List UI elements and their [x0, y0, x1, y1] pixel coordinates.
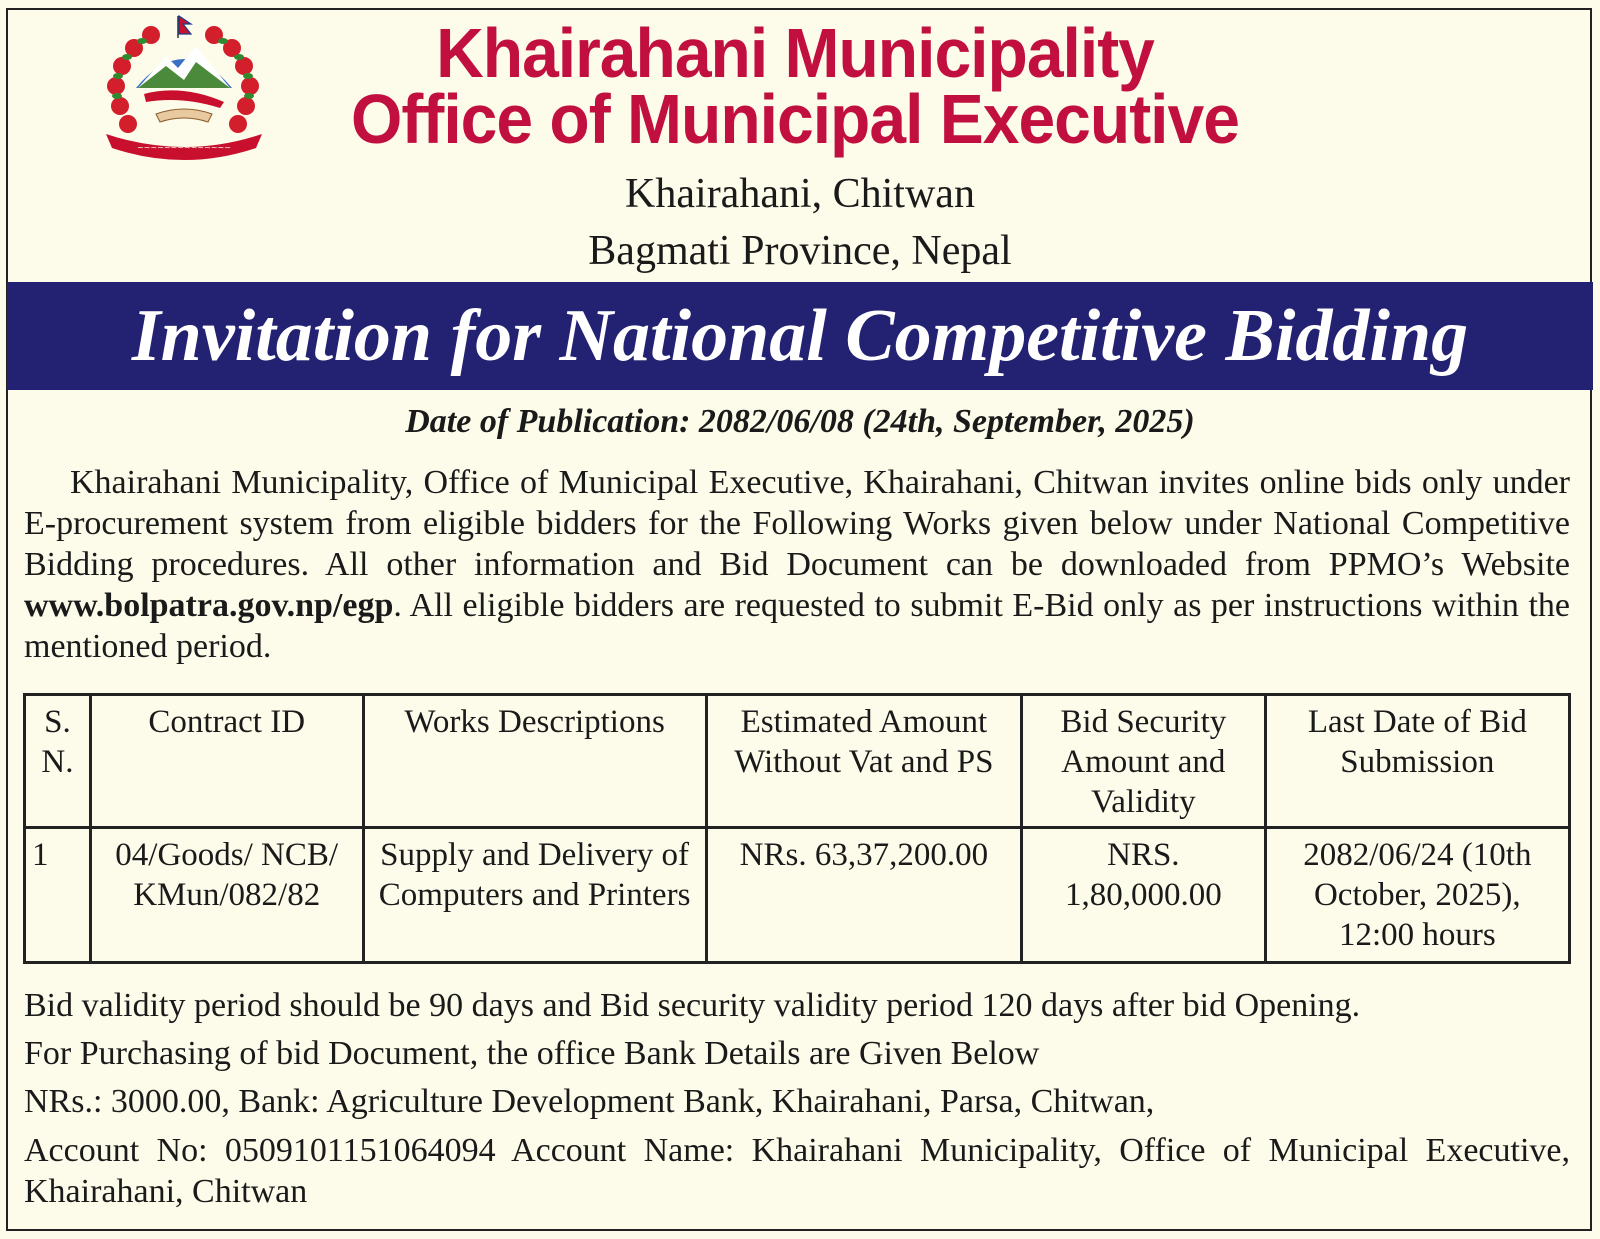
svg-text:~~~~~~~~~~~~~~: ~~~~~~~~~~~~~~ — [137, 143, 231, 152]
org-name: Khairahani Municipality — [436, 14, 1154, 92]
table-row — [25, 828, 1570, 963]
cell-last-date: 2082/06/24 (10th October, 2025), 12:00 hours — [1265, 828, 1569, 963]
validity-note: Bid validity period should be 90 days and Bid security validity period 120 days after bid Opening. — [24, 987, 1361, 1024]
account-details: Account No: 0509101151064094 Account Name: Khairahani Municipality, Office of Municipal Executive, Khairahani, Chitwan — [24, 1132, 1570, 1210]
office-name: Office of Municipal Executive — [351, 80, 1239, 158]
header-last-date: Last Date of Bid Submission — [1265, 695, 1569, 828]
header-contract-id: Contract ID — [90, 695, 363, 828]
notes-section — [24, 982, 1570, 1212]
header-bid-security: Bid Security Amount and Validity — [1022, 695, 1266, 828]
cell-contract-id: 04/Goods/ NCB/ KMun/082/82 — [90, 828, 363, 963]
address-province: Bagmati Province, Nepal — [588, 228, 1012, 274]
cell-bid-security: NRS. 1,80,000.00 — [1022, 828, 1266, 963]
cell-estimated-amount: NRs. 63,37,200.00 — [706, 828, 1021, 963]
publication-date: Date of Publication: 2082/06/08 (24th, September, 2025) — [405, 403, 1195, 440]
header-sn: S. N. — [25, 695, 91, 828]
nepal-emblem-icon — [96, 10, 272, 168]
bid-table — [23, 693, 1571, 964]
address-city: Khairahani, Chitwan — [625, 171, 975, 217]
table-header-row — [25, 695, 1570, 828]
purchase-note: For Purchasing of bid Document, the office Bank Details are Given Below — [24, 1035, 1040, 1072]
intro-paragraph — [24, 462, 1570, 667]
cell-sn: 1 — [25, 828, 91, 963]
header-works: Works Descriptions — [363, 695, 706, 828]
intro-text: Khairahani Municipality, Office of Municipal Executive, Khairahani, Chitwan invites online bids only under E-procurement system from eligible bidders for the Following Works given below under National Competitive Bidding procedures. All other information and Bid Document can be downloaded from PPMO’s Website — [24, 464, 1570, 583]
organization-title — [300, 14, 1290, 158]
intro-text-end: . All eligible bidders are requested to submit E-Bid only as per instructions within the mentioned period. — [24, 587, 1570, 665]
header-estimated-amount: Estimated Amount Without Vat and PS — [706, 695, 1021, 828]
notice-title-banner: Invitation for National Competitive Bidding — [7, 282, 1593, 390]
cell-works: Supply and Delivery of Computers and Printers — [363, 828, 706, 963]
egp-website-link[interactable]: www.bolpatra.gov.np/egp — [24, 587, 394, 624]
bank-details: NRs.: 3000.00, Bank: Agriculture Development Bank, Khairahani, Parsa, Chitwan, — [24, 1083, 1155, 1120]
